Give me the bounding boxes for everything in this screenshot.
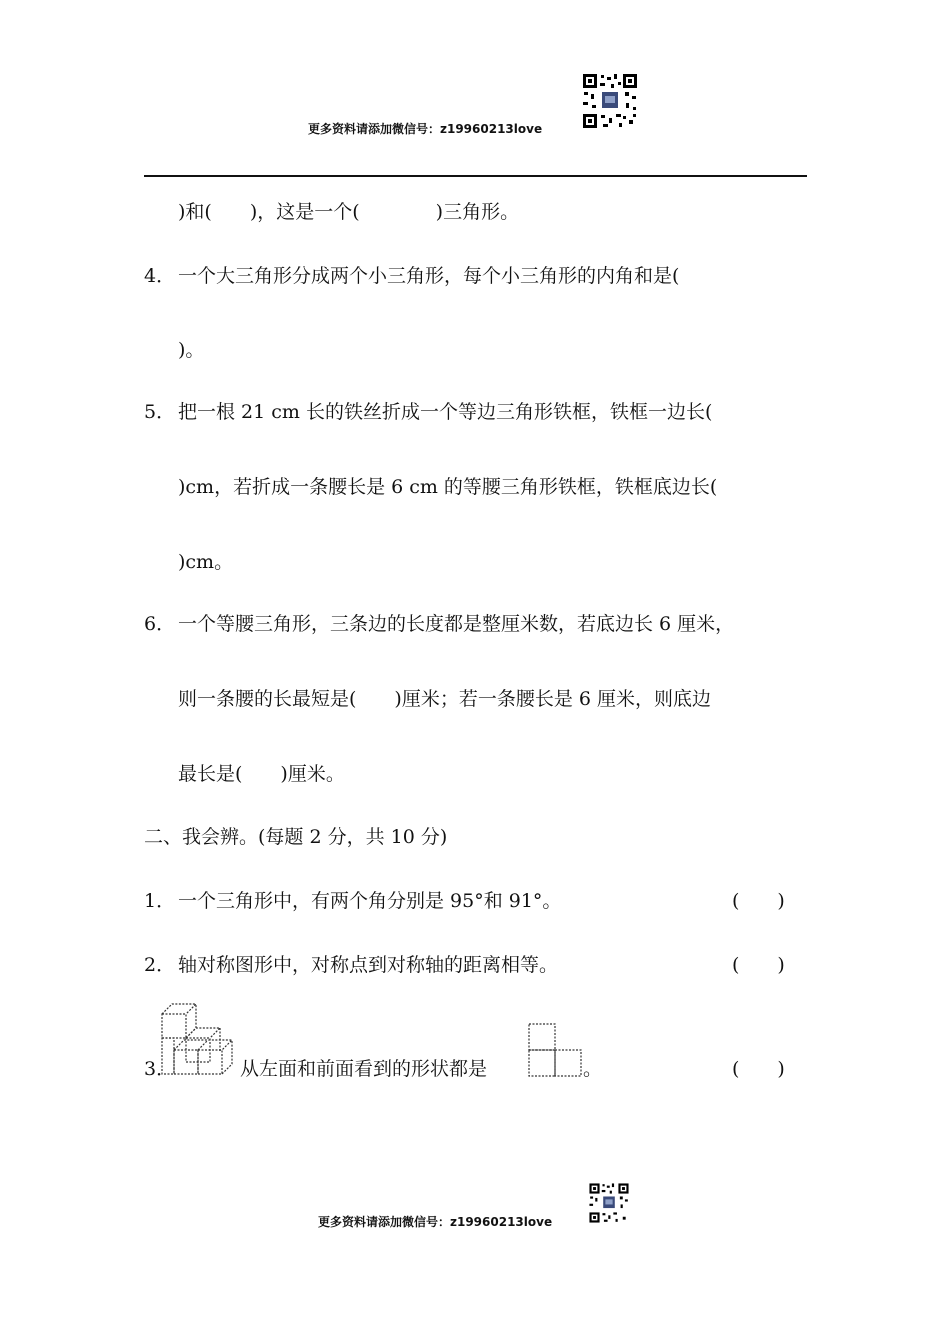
judge-item-2-text: 轴对称图形中，对称点到对称轴的距离相等。: [178, 954, 559, 976]
judge-item-1-answer[interactable]: ( ): [732, 890, 785, 912]
footer-qr-code: [588, 1182, 630, 1224]
q6-number: 6．: [144, 613, 176, 635]
q5-number: 5．: [144, 401, 176, 423]
qr-code-icon: [581, 72, 639, 130]
q6-line3: 最长是( )厘米。: [178, 763, 345, 785]
q5-line1: 把一根 21 cm 长的铁丝折成一个等边三角形铁框，铁框一边长(: [178, 401, 713, 423]
judge-item-1-text: 一个三角形中，有两个角分别是 95°和 91°。: [178, 890, 562, 912]
judge-item-3-number: 3．: [144, 1058, 176, 1080]
q6-line1: 一个等腰三角形，三条边的长度都是整厘米数，若底边长 6 厘米，: [178, 613, 735, 635]
cube-stack-figure: [160, 998, 240, 1078]
judge-item-3-answer[interactable]: ( ): [732, 1058, 785, 1080]
q6-line2: 则一条腰的长最短是( )厘米；若一条腰长是 6 厘米，则底边: [178, 688, 711, 710]
view-shape-figure: [527, 1022, 585, 1078]
judge-item-3-tail: 。: [583, 1058, 603, 1080]
judge-item-3-text: 从左面和前面看到的形状都是: [240, 1058, 488, 1080]
footer-contact: 更多资料请添加微信号：z19960213love: [318, 1215, 553, 1229]
header-qr-code: [581, 72, 639, 130]
judge-item-2-number: 2．: [144, 954, 176, 976]
q4-line2: )。: [178, 339, 205, 361]
judge-item-2-answer[interactable]: ( ): [732, 954, 785, 976]
q3-continuation: )和( )，这是一个( )三角形。: [178, 201, 520, 223]
judge-item-1-number: 1．: [144, 890, 176, 912]
judge-section-title: 二、我会辨。(每题 2 分，共 10 分): [144, 826, 448, 848]
q5-line3: )cm。: [178, 551, 234, 573]
header-divider: [144, 175, 807, 177]
q5-line2: )cm，若折成一条腰长是 6 cm 的等腰三角形铁框，铁框底边长(: [178, 476, 718, 498]
q4-number: 4．: [144, 265, 176, 287]
header-contact: 更多资料请添加微信号：z19960213love: [308, 122, 543, 136]
q4-line1: 一个大三角形分成两个小三角形，每个小三角形的内角和是(: [178, 265, 680, 287]
qr-code-icon: [588, 1182, 630, 1224]
